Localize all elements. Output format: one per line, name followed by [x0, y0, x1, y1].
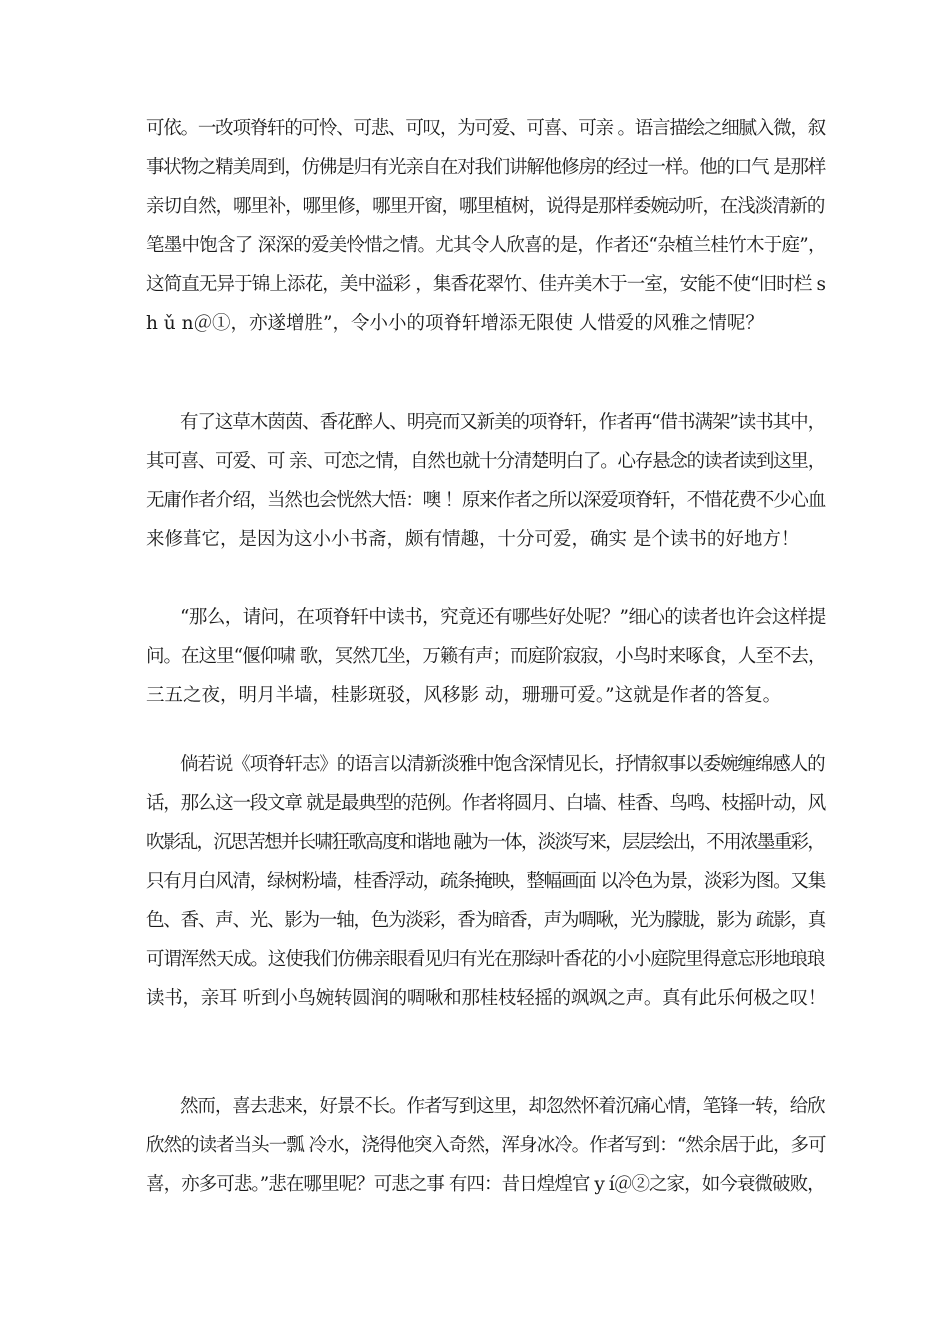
- text-line: 可谓浑然天成。这使我们仿佛亲眼看见归有光在那绿叶香花的小小庭院里得意忘形地琅琅: [146, 949, 825, 970]
- text-line: 色、香、声、光、影为一轴，色为淡彩，香为暗香，声为啁啾，光为朦胧，影为 疏影，真: [146, 910, 825, 931]
- text-line: 三五之夜，明月半墙，桂影斑驳，风移影 动，珊珊可爱。”这就是作者的答复。: [146, 685, 782, 706]
- text-line: 事状物之精美周到，仿佛是归有光亲自在对我们讲解他修房的经过一样。他的口气 是那样: [146, 157, 825, 178]
- text-line: 可依。一改项脊轩的可怜、可悲、可叹，为可爱、可喜、可亲 。语言描绘之细腻入微，叙: [146, 118, 825, 139]
- text-line: 无庸作者介绍，当然也会恍然大悟：噢 ！原来作者之所以深爱项脊轩，不惜花费不少心血: [146, 490, 825, 511]
- text-line: 来修葺它，是因为这小小书斋，颇有情趣，十分可爱，确实 是个读书的好地方！: [146, 529, 800, 550]
- paragraph-1: [146, 109, 826, 343]
- text-line: 这简直无异于锦上添花，美中溢彩 ，集香花翠竹、佳卉美木于一室，安能不使“旧时栏 s: [146, 274, 826, 295]
- text-line: “那么，请问，在项脊轩中读书，究竟还有哪些好处呢？”细心的读者也许会这样提: [180, 607, 826, 628]
- text-line: 话，那么这一段文章 就是最典型的范例。作者将圆月、白墙、桂香、鸟鸣、枝摇叶动，风: [146, 793, 825, 814]
- text-line: 问。在这里“偃仰啸 歌，冥然兀坐，万籁有声；而庭阶寂寂，小鸟时来啄食，人至不去，: [146, 646, 826, 667]
- paragraph-5: [146, 1087, 826, 1204]
- text-line: 然而，喜去悲来，好景不长。作者写到这里，却忽然怀着沉痛心情，笔锋一转，给欣: [180, 1096, 825, 1117]
- paragraph-3: [146, 598, 826, 715]
- paragraph-2: [146, 403, 826, 559]
- text-line: 有了这草木茵茵、香花醉人、明亮而又新美的项脊轩，作者再“借书满架”读书其中，: [180, 412, 826, 433]
- text-line: 读书，亲耳 听到小鸟婉转圆润的啁啾和那桂枝轻摇的飒飒之声。真有此乐何极之叹！: [146, 988, 827, 1009]
- text-line: 喜，亦多可悲。”悲在哪里呢？可悲之事 有四：昔日煌煌官 y í＠②之家，如今衰微破败，: [146, 1174, 825, 1195]
- text-line: h ǔ n＠①，亦遂增胜”，令小小的项脊轩增添无限使 人惜爱的风雅之情呢？: [146, 313, 764, 334]
- text-line: 其可喜、可爱、可 亲、可恋之情，自然也就十分清楚明白了。心存悬念的读者读到这里，: [146, 451, 825, 472]
- text-line: 倘若说《项脊轩志》的语言以清新淡雅中饱含深情见长，抒情叙事以委婉缠绵感人的: [180, 754, 825, 775]
- text-line: 欣然的读者当头一瓢 冷水，浇得他突入奇然，浑身冰冷。作者写到：“然余居于此，多可: [146, 1135, 826, 1156]
- paragraph-4: [146, 745, 826, 1018]
- text-line: 只有月白风清，绿树粉墙，桂香浮动，疏条掩映，整幅画面 以冷色为景，淡彩为图。又集: [146, 871, 825, 892]
- text-line: 笔墨中饱含了 深深的爱美怜惜之情。尤其令人欣喜的是，作者还“杂植兰桂竹木于庭”，: [146, 235, 826, 256]
- text-line: 亲切自然，哪里补，哪里修，哪里开窗，哪里植树，说得是那样委婉动听，在浅淡清新的: [146, 196, 825, 217]
- text-line: 吹影乱，沉思苦想并长啸狂歌高度和谐地 融为一体，淡淡写来，层层绘出，不用浓墨重彩，: [146, 832, 825, 853]
